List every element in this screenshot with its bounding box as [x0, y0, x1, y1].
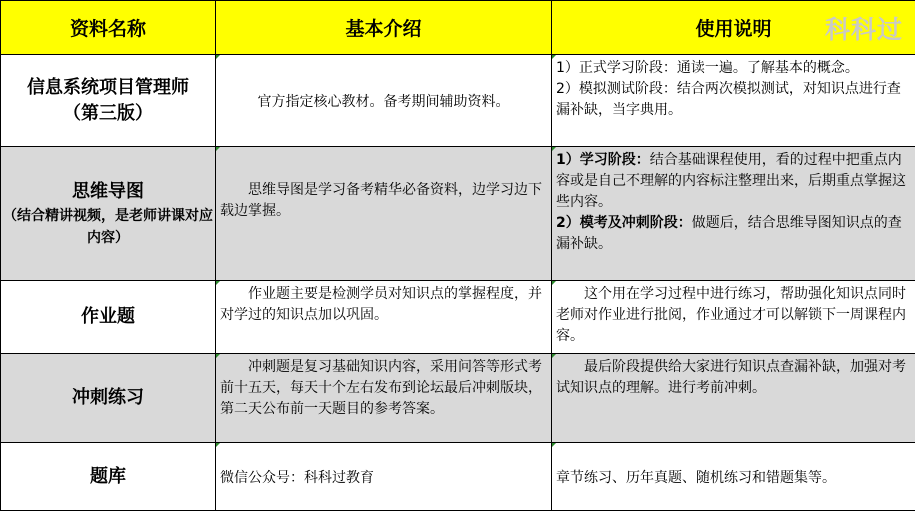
usage-text: 这个用在学习过程中进行练习，帮助强化知识点同时老师对作业进行批阅，作业通过才可以解锁下一周课程内容。: [556, 286, 906, 344]
usage-line: 2）模考及冲刺阶段：做题后，结合思维导图知识点的查漏补缺。: [556, 215, 902, 252]
usage-line: 2）模拟测试阶段：结合两次模拟测试，对知识点进行查漏补缺，当字典用。: [556, 81, 901, 118]
header-usage: [552, 1, 915, 55]
table-row: [1, 443, 915, 511]
intro-text: 思维导图是学习备考精华必备资料，边学习边下载边掌握。: [220, 182, 542, 219]
resource-name-cell: [1, 354, 216, 443]
resource-name: 思维导图: [72, 180, 144, 202]
resource-name: 信息系统项目管理师: [27, 76, 189, 98]
resource-name: 题库: [90, 465, 126, 487]
header-row: [1, 1, 915, 55]
intro-text: 作业题主要是检测学员对知识点的掌握程度，并对学过的知识点加以巩固。: [220, 286, 542, 323]
intro-cell: [216, 147, 552, 281]
intro-text: 微信公众号：科科过教育: [220, 469, 374, 486]
header-usage-label: 使用说明: [695, 18, 772, 40]
header-introduction: 基本介绍: [216, 1, 552, 55]
resource-name-sub: （结合精讲视频，是老师讲课对应内容）: [3, 207, 213, 246]
resource-name: 冲刺练习: [72, 387, 144, 408]
intro-text: 官方指定核心教材。备考期间辅助资料。: [257, 93, 510, 110]
table-row: [1, 354, 915, 443]
resource-name: 作业题: [81, 306, 135, 327]
usage-line: 1）学习阶段：结合基础课程使用，看的过程中把重点内容或是自己不理解的内容标注整理出来，后期重点掌握这些内容。: [556, 152, 906, 210]
usage-cell: [552, 147, 915, 281]
usage-text: 章节练习、历年真题、随机练习和错题集等。: [556, 469, 836, 486]
table-row: [1, 147, 915, 281]
usage-cell: [552, 55, 915, 147]
usage-cell: [552, 443, 915, 511]
table-row: [1, 55, 915, 147]
resource-name-sub: （第三版）: [63, 102, 153, 124]
resource-name-cell: [1, 443, 216, 511]
usage-text: 最后阶段提供给大家进行知识点查漏补缺，加强对考试知识点的理解。进行考前冲刺。: [556, 359, 906, 396]
intro-cell: [216, 443, 552, 511]
usage-line: 1）正式学习阶段：通读一遍。了解基本的概念。: [556, 60, 859, 76]
usage-cell: [552, 354, 915, 443]
watermark: 科科过: [824, 15, 903, 44]
table-row: [1, 281, 915, 354]
intro-cell: [216, 281, 552, 354]
resource-name-cell: [1, 147, 216, 281]
resource-name-cell: [1, 55, 216, 147]
resource-name-cell: [1, 281, 216, 354]
header-resource-name: 资料名称: [1, 1, 216, 55]
intro-cell: [216, 354, 552, 443]
intro-text: 冲刺题是复习基础知识内容，采用问答等形式考前十五天，每天十个左右发布到论坛最后冲刺版块，第二天公布前一天题目的参考答案。: [220, 359, 542, 417]
usage-cell: [552, 281, 915, 354]
intro-cell: [216, 55, 552, 147]
